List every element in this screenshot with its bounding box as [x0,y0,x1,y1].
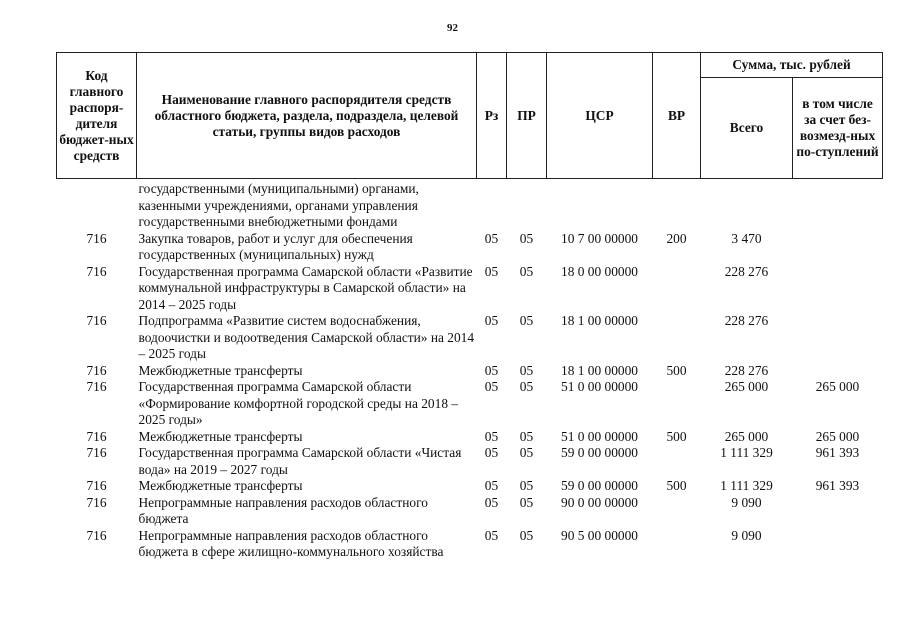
cell-rz: 05 [484,313,499,328]
cell-vr [653,379,701,429]
cell-code: 716 [86,428,107,444]
table-row [57,495,883,528]
header-sum-group: Сумма, тыс. рублей [701,53,883,78]
cell-rz: 05 [484,478,499,493]
cell-code: 716 [86,445,107,460]
cell-code: 716 [86,527,107,543]
cell-free [793,363,883,380]
cell-pr: 05 [519,494,534,510]
cell-rz: 05 [484,379,499,394]
cell-pr: 05 [519,527,534,543]
cell-name: Государственная программа Самарской области «Чистая вода» на 2019 – 2027 годы [138,445,462,477]
cell-rz: 05 [484,362,499,378]
cell-csr [547,179,653,231]
cell-free [793,495,883,528]
cell-free [793,231,883,264]
cell-vr: 500 [666,428,687,444]
cell-total: 1 111 329 [720,478,773,493]
cell-free: 961 393 [815,478,860,493]
header-total: Всего [701,78,793,179]
table-row [57,313,883,363]
cell-rz: 05 [484,494,499,510]
header-rz: Рз [477,53,507,179]
header-vr: ВР [653,53,701,179]
cell-name: Межбюджетные трансферты [138,362,303,378]
cell-code: 716 [86,362,107,378]
table-row [57,528,883,561]
cell-code: 716 [86,230,107,246]
cell-vr [653,264,701,314]
table-row [57,179,883,231]
cell-code: 716 [86,494,107,510]
cell-csr: 90 0 00 00000 [561,494,638,510]
cell-name: Государственная программа Самарской области «Формирование комфортной городской среды на 2018 – 2025 годы» [138,379,459,427]
cell-total: 3 470 [731,230,762,246]
cell-csr: 10 7 00 00000 [561,230,638,246]
cell-csr: 18 1 00 00000 [561,362,638,378]
header-code: Код главного распоря-дителя бюджет-ных средств [57,53,137,179]
cell-total: 1 111 329 [720,445,773,460]
cell-pr: 05 [519,445,534,460]
cell-pr: 05 [519,379,534,394]
cell-vr: 200 [666,230,687,246]
cell-rz: 05 [484,445,499,460]
cell-csr: 18 1 00 00000 [561,313,638,328]
table-row [57,231,883,264]
cell-code: 716 [86,313,107,328]
header-name: Наименование главного распорядителя средств областного бюджета, раздела, подраздела, целевой статьи, группы видов расходов [137,53,477,179]
cell-vr: 500 [666,478,687,493]
cell-free [793,179,883,231]
cell-code: 716 [86,379,107,394]
cell-rz [477,179,507,231]
cell-total: 265 000 [724,379,769,394]
cell-csr: 90 5 00 00000 [561,527,638,543]
cell-pr [507,179,547,231]
cell-name: Непрограммные направления расходов областного бюджета в сфере жилищно-коммунального хозяйства [138,527,444,559]
cell-csr: 59 0 00 00000 [561,478,638,493]
cell-total [701,179,793,231]
table-row [57,429,883,446]
cell-total: 228 276 [724,362,769,378]
page-number: 92 [447,22,458,34]
table-row [57,264,883,314]
cell-name: Государственная программа Самарской области «Развитие коммунальной инфраструктуры в Самарской области» на 2014 – 2025 годы [138,263,473,312]
cell-vr [653,528,701,561]
cell-total: 228 276 [724,313,769,328]
table-row [57,379,883,429]
cell-rz: 05 [484,428,499,444]
cell-name: Закупка товаров, работ и услуг для обеспечения государственных (муниципальных) нужд [138,230,413,262]
cell-total: 265 000 [724,428,769,444]
cell-free [793,528,883,561]
cell-total: 9 090 [731,527,762,543]
header-free: в том числе за счет без-возмезд-ных по-ступлений [793,78,883,179]
table-row [57,445,883,478]
cell-free [793,264,883,314]
cell-name: Подпрограмма «Развитие систем водоснабжения, водоочистки и водоотведения Самарской области» на 2014 – 2025 годы [138,313,475,361]
cell-name: Межбюджетные трансферты [138,428,303,444]
header-pr: ПР [507,53,547,179]
cell-free [793,313,883,363]
cell-csr: 18 0 00 00000 [561,263,638,279]
cell-pr: 05 [519,263,534,279]
table-row [57,478,883,495]
cell-rz: 05 [484,527,499,543]
cell-vr [653,313,701,363]
cell-vr [653,495,701,528]
header-csr: ЦСР [547,53,653,179]
cell-free: 265 000 [815,379,860,394]
cell-csr: 51 0 00 00000 [561,379,638,394]
cell-csr: 59 0 00 00000 [561,445,638,460]
cell-pr: 05 [519,428,534,444]
cell-vr: 500 [666,362,687,378]
cell-pr: 05 [519,230,534,246]
cell-total: 9 090 [731,494,762,510]
table-row [57,363,883,380]
cell-free: 265 000 [815,428,860,444]
cell-code [57,179,137,231]
budget-table [56,52,883,561]
cell-vr [653,445,701,478]
cell-free: 961 393 [815,445,860,460]
cell-code: 716 [86,263,107,279]
cell-pr: 05 [519,478,534,493]
cell-name: Непрограммные направления расходов областного бюджета [138,494,428,526]
cell-name: государственными (муниципальными) органами, казенными учреждениями, органами управления государственными внебюджетными фондами [138,181,419,229]
cell-vr [653,179,701,231]
cell-rz: 05 [484,263,499,279]
cell-pr: 05 [519,362,534,378]
cell-code: 716 [86,478,107,493]
cell-pr: 05 [519,313,534,328]
cell-total: 228 276 [724,263,769,279]
cell-csr: 51 0 00 00000 [561,428,638,444]
cell-name: Межбюджетные трансферты [138,478,303,493]
cell-rz: 05 [484,230,499,246]
